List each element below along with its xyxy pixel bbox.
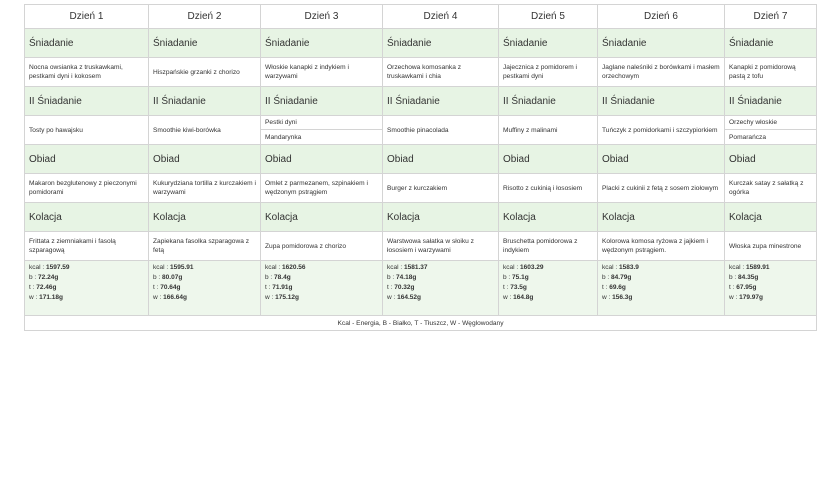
day-header: Dzień 3 — [261, 5, 383, 29]
meal-type-label: Kolacja — [499, 203, 598, 232]
meal-item[interactable]: Frittata z ziemniakami i fasolą szparagową — [25, 232, 149, 261]
meal-type-label: II Śniadanie — [725, 87, 817, 116]
meal-type-label: II Śniadanie — [261, 87, 383, 116]
nutrition-totals — [149, 261, 261, 316]
macro-value: 1603.29 — [519, 264, 544, 271]
meal-item[interactable]: Zupa pomidorowa z chorizo — [261, 232, 383, 261]
macro-line — [729, 263, 812, 273]
meal-type-label: Obiad — [499, 145, 598, 174]
meal-type-label: II Śniadanie — [598, 87, 725, 116]
macro-line — [503, 273, 593, 283]
macro-label: kcal : — [729, 264, 746, 271]
macro-line — [387, 283, 494, 293]
nutrition-totals — [383, 261, 499, 316]
meal-row — [25, 174, 817, 203]
meal-header-row — [25, 145, 817, 174]
legend-text: Kcal - Energia, B - Białko, T - Tłuszcz, W - Węglowodany — [25, 316, 817, 331]
macro-line — [29, 293, 144, 303]
macro-line — [29, 273, 144, 283]
nutrition-totals — [725, 261, 817, 316]
meal-item[interactable]: Kanapki z pomidorową pastą z tofu — [725, 58, 817, 87]
macro-label: kcal : — [265, 264, 282, 271]
day-header: Dzień 1 — [25, 5, 149, 29]
macro-value: 72.46g — [36, 284, 57, 291]
macro-value: 171.18g — [39, 294, 63, 301]
macro-value: 1595.91 — [169, 264, 194, 271]
macro-value: 75.1g — [512, 274, 529, 281]
macro-value: 1620.56 — [281, 264, 306, 271]
macro-line — [387, 263, 494, 273]
macro-label: b : — [503, 274, 513, 281]
macro-value: 166.64g — [163, 294, 187, 301]
macro-label: t : — [387, 284, 395, 291]
day-header: Dzień 6 — [598, 5, 725, 29]
meal-type-label: Kolacja — [598, 203, 725, 232]
macro-value: 164.8g — [513, 294, 534, 301]
meal-type-label: Śniadanie — [598, 29, 725, 58]
macro-value: 69.6g — [609, 284, 626, 291]
macro-label: t : — [153, 284, 161, 291]
macro-line — [265, 263, 378, 273]
macro-value: 1583.9 — [618, 264, 639, 271]
macro-line — [265, 283, 378, 293]
meal-type-label: Obiad — [149, 145, 261, 174]
macro-value: 67.95g — [736, 284, 757, 291]
macro-value: 71.91g — [272, 284, 293, 291]
meal-item[interactable]: Pomarańcza — [729, 133, 767, 141]
macro-value: 70.32g — [394, 284, 415, 291]
macro-line — [503, 283, 593, 293]
meal-type-label: Śniadanie — [149, 29, 261, 58]
meal-type-label: II Śniadanie — [383, 87, 499, 116]
nutrition-totals — [499, 261, 598, 316]
meal-item[interactable]: Hiszpańskie grzanki z chorizo — [149, 58, 261, 87]
macro-line — [602, 293, 720, 303]
meal-item[interactable]: Tuńczyk z pomidorkami i szczypiorkiem — [598, 116, 725, 145]
meal-item[interactable]: Smoothie kiwi-borówka — [149, 116, 261, 145]
macro-value: 84.79g — [611, 274, 632, 281]
macro-label: b : — [729, 274, 739, 281]
meal-item[interactable]: Włoska zupa minestrone — [725, 232, 817, 261]
macro-label: w : — [503, 294, 514, 301]
macro-label: w : — [729, 294, 740, 301]
macro-label: kcal : — [153, 264, 170, 271]
meal-type-label: Śniadanie — [25, 29, 149, 58]
nutrition-totals — [598, 261, 725, 316]
macro-line — [602, 283, 720, 293]
meal-item[interactable]: Włoskie kanapki z indykiem i warzywami — [261, 58, 383, 87]
meal-type-label: Śniadanie — [383, 29, 499, 58]
meal-type-label: Kolacja — [725, 203, 817, 232]
macro-label: kcal : — [29, 264, 46, 271]
meal-type-label: Kolacja — [149, 203, 261, 232]
macro-label: kcal : — [602, 264, 619, 271]
plan-body — [25, 29, 817, 331]
macro-label: t : — [602, 284, 610, 291]
macro-line — [387, 273, 494, 283]
macro-line — [503, 263, 593, 273]
macro-line — [602, 263, 720, 273]
meal-type-label: Śniadanie — [499, 29, 598, 58]
nutrition-totals — [25, 261, 149, 316]
macro-value: 1597.59 — [45, 264, 70, 271]
macro-line — [153, 273, 256, 283]
meal-item[interactable]: Bruschetta pomidorowa z indykiem — [499, 232, 598, 261]
macro-value: 78.4g — [274, 274, 291, 281]
meal-cell — [261, 116, 383, 145]
macro-value: 156.3g — [612, 294, 633, 301]
meal-row — [25, 116, 817, 145]
day-header: Dzień 4 — [383, 5, 499, 29]
day-header-row — [25, 5, 817, 29]
macro-label: w : — [265, 294, 276, 301]
meal-item[interactable]: Warstwowa sałatka w słoiku z łososiem i warzywami — [383, 232, 499, 261]
macro-line — [153, 293, 256, 303]
meal-header-row — [25, 29, 817, 58]
meal-type-label: Śniadanie — [261, 29, 383, 58]
macro-line — [602, 273, 720, 283]
meal-plan-table — [24, 4, 817, 331]
macro-line — [265, 273, 378, 283]
day-header: Dzień 2 — [149, 5, 261, 29]
meal-item[interactable]: Nocna owsianka z truskawkami, pestkami dyni i kokosem — [25, 58, 149, 87]
meal-cell — [725, 116, 817, 145]
macro-line — [729, 273, 812, 283]
macro-label: t : — [503, 284, 511, 291]
meal-item[interactable]: Burger z kurczakiem — [383, 174, 499, 203]
macro-line — [729, 293, 812, 303]
meal-item[interactable]: Jajecznica z pomidorem i pestkami dyni — [499, 58, 598, 87]
meal-item[interactable]: Smoothie pinacolada — [383, 116, 499, 145]
meal-type-label: Obiad — [383, 145, 499, 174]
nutrition-totals — [261, 261, 383, 316]
meal-type-label: Kolacja — [261, 203, 383, 232]
meal-item[interactable]: Kolorowa komosa ryżowa z jajkiem i wędzonym pstrągiem. — [598, 232, 725, 261]
macro-value: 175.12g — [275, 294, 299, 301]
day-header: Dzień 5 — [499, 5, 598, 29]
macro-label: b : — [387, 274, 397, 281]
meal-item[interactable]: Jaglane naleśniki z borówkami i masłem orzechowym — [598, 58, 725, 87]
meal-type-label: Obiad — [725, 145, 817, 174]
meal-item[interactable]: Mandarynka — [265, 133, 302, 141]
meal-type-label: Śniadanie — [725, 29, 817, 58]
meal-type-label: Obiad — [261, 145, 383, 174]
legend-row — [25, 316, 817, 331]
macro-label: t : — [29, 284, 37, 291]
meal-type-label: Kolacja — [25, 203, 149, 232]
macro-label: b : — [153, 274, 163, 281]
macro-label: w : — [29, 294, 40, 301]
macro-label: b : — [29, 274, 39, 281]
macro-value: 73.5g — [510, 284, 527, 291]
macro-label: t : — [265, 284, 273, 291]
macro-line — [503, 293, 593, 303]
meal-header-row — [25, 203, 817, 232]
meal-item[interactable]: Pestki dyni — [261, 116, 382, 130]
meal-item[interactable]: Placki z cukinii z fetą z sosem ziołowym — [598, 174, 725, 203]
meal-item[interactable]: Zapiekana fasolka szparagowa z fetą — [149, 232, 261, 261]
meal-item[interactable]: Omlet z parmezanem, szpinakiem i wędzonym pstrągiem — [261, 174, 383, 203]
macro-label: b : — [265, 274, 275, 281]
meal-item[interactable]: Orzechowa komosanka z truskawkami i chia — [383, 58, 499, 87]
macro-line — [29, 283, 144, 293]
meal-plan — [24, 4, 816, 331]
macro-line — [153, 283, 256, 293]
macro-label: t : — [729, 284, 737, 291]
meal-type-label: II Śniadanie — [25, 87, 149, 116]
macro-label: w : — [602, 294, 613, 301]
macro-value: 84.35g — [738, 274, 759, 281]
macro-line — [265, 293, 378, 303]
macro-line — [29, 263, 144, 273]
meal-item[interactable]: Risotto z cukinią i łososiem — [499, 174, 598, 203]
nutrition-totals-row — [25, 261, 817, 316]
macro-value: 1581.37 — [403, 264, 428, 271]
macro-value: 70.64g — [160, 284, 181, 291]
meal-type-label: II Śniadanie — [499, 87, 598, 116]
macro-label: w : — [153, 294, 164, 301]
meal-item[interactable]: Makaron bezglutenowy z pieczonymi pomidorami — [25, 174, 149, 203]
macro-label: w : — [387, 294, 398, 301]
meal-item[interactable]: Tosty po hawajsku — [25, 116, 149, 145]
meal-item[interactable]: Orzechy włoskie — [725, 116, 816, 130]
macro-label: kcal : — [387, 264, 404, 271]
macro-value: 74.18g — [396, 274, 417, 281]
macro-label: kcal : — [503, 264, 520, 271]
macro-value: 72.24g — [38, 274, 59, 281]
meal-header-row — [25, 87, 817, 116]
meal-type-label: Obiad — [25, 145, 149, 174]
macro-value: 179.97g — [739, 294, 763, 301]
meal-type-label: Kolacja — [383, 203, 499, 232]
macro-line — [153, 263, 256, 273]
meal-row — [25, 232, 817, 261]
macro-line — [729, 283, 812, 293]
macro-value: 1589.91 — [745, 264, 770, 271]
macro-value: 164.52g — [397, 294, 421, 301]
day-header: Dzień 7 — [725, 5, 817, 29]
meal-item[interactable]: Kukurydziana tortilla z kurczakiem i warzywami — [149, 174, 261, 203]
meal-item[interactable]: Kurczak satay z sałatką z ogórka — [725, 174, 817, 203]
meal-item[interactable]: Muffiny z malinami — [499, 116, 598, 145]
macro-value: 80.07g — [162, 274, 183, 281]
macro-line — [387, 293, 494, 303]
meal-row — [25, 58, 817, 87]
macro-label: b : — [602, 274, 612, 281]
meal-type-label: Obiad — [598, 145, 725, 174]
meal-type-label: II Śniadanie — [149, 87, 261, 116]
